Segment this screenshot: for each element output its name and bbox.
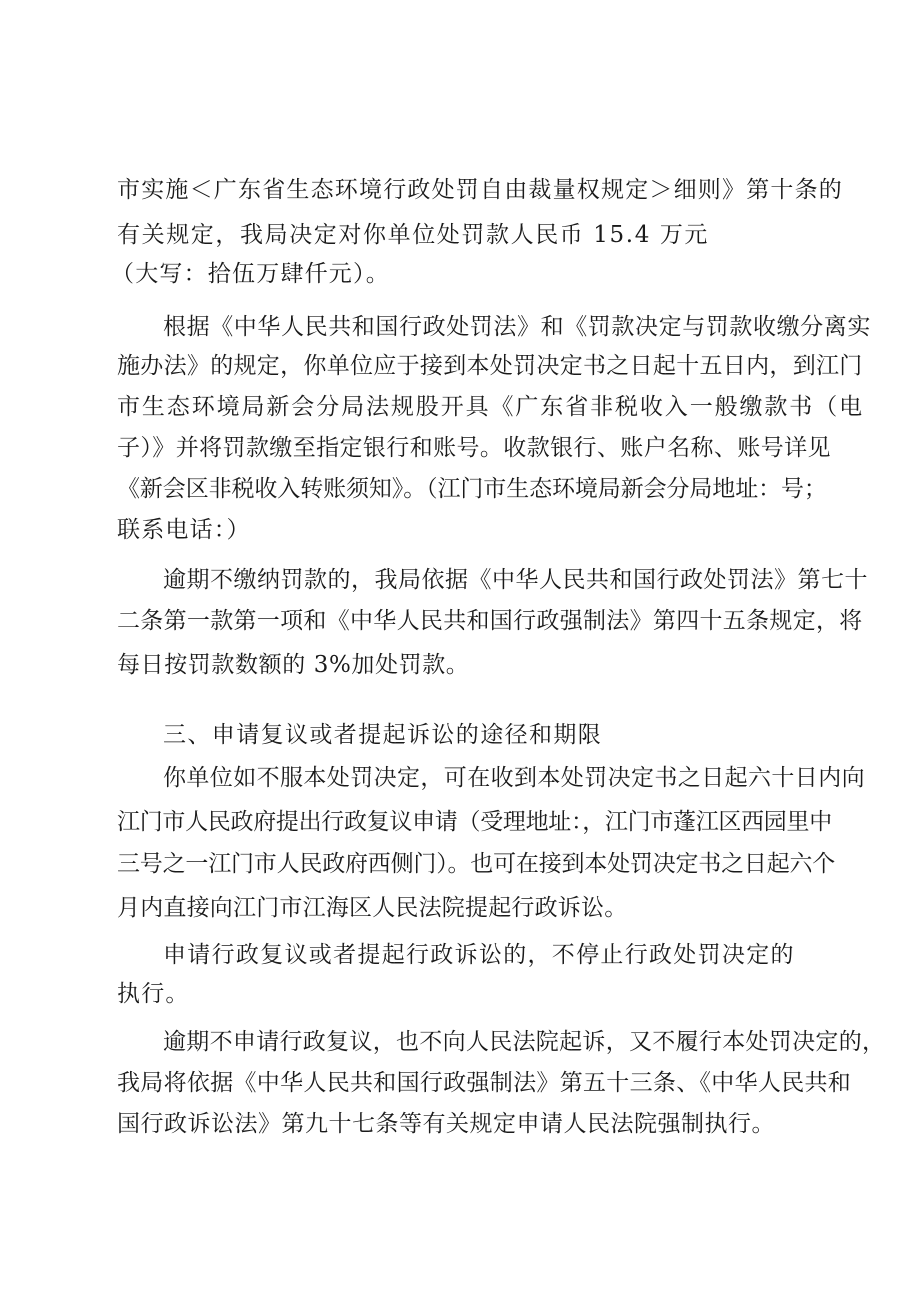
- text-line: 《新会区非税收入转账须知》。（江门市生态环境局新会分局地址：号；: [117, 476, 827, 502]
- text-line: 申请行政复议或者提起行政诉讼的，不停止行政处罚决定的: [163, 942, 795, 968]
- section-heading: 三、申请复议或者提起诉讼的途径和期限: [163, 722, 603, 748]
- text-line: 国行政诉讼法》第九十七条等有关规定申请人民法院强制执行。: [117, 1111, 775, 1137]
- text-line: 联系电话：）: [117, 517, 251, 543]
- text-line: 你单位如不服本处罚决定，可在收到本处罚决定书之日起六十日内向: [163, 765, 865, 791]
- text-line: 江门市人民政府提出行政复议申请（受理地址：，江门市蓬江区西园里中: [117, 809, 832, 835]
- text-line: 逾期不申请行政复议，也不向人民法院起诉，又不履行本处罚决定的，: [163, 1029, 886, 1055]
- text-line: 每日按罚款数额的 3%加处罚款。: [117, 652, 470, 678]
- text-line: 月内直接向江门市江海区人民法院提起行政诉讼。: [117, 895, 628, 921]
- text-line: 执行。: [117, 981, 190, 1007]
- text-line: 子）》并将罚款缴至指定银行和账号。收款银行、账户名称、账号详见: [117, 435, 831, 461]
- text-line: 有关规定，我局决定对你单位处罚款人民币 15.4 万元: [117, 222, 710, 248]
- text-line: 施办法》的规定，你单位应于接到本处罚决定书之日起十五日内，到江门: [117, 353, 863, 379]
- text-line: 市生态环境局新会分局法规股开具《广东省非税收入一般缴款书（电: [117, 394, 864, 420]
- text-line: （大写：拾伍万肆仟元）。: [111, 261, 390, 287]
- text-line: 根据《中华人民共和国行政处罚法》和《罚款决定与罚款收缴分离实: [163, 314, 871, 340]
- text-line: 市实施＜广东省生态环境行政处罚自由裁量权规定＞细则》第十条的: [117, 177, 843, 203]
- text-line: 二条第一款第一项和《中华人民共和国行政强制法》第四十五条规定，将: [117, 608, 863, 634]
- text-line: 我局将依据《中华人民共和国行政强制法》第五十三条、《中华人民共和: [117, 1070, 852, 1096]
- text-line: 三号之一江门市人民政府西侧门）。也可在接到本处罚决定书之日起六个: [117, 851, 836, 877]
- text-line: 逾期不缴纳罚款的，我局依据《中华人民共和国行政处罚法》第七十: [163, 567, 868, 593]
